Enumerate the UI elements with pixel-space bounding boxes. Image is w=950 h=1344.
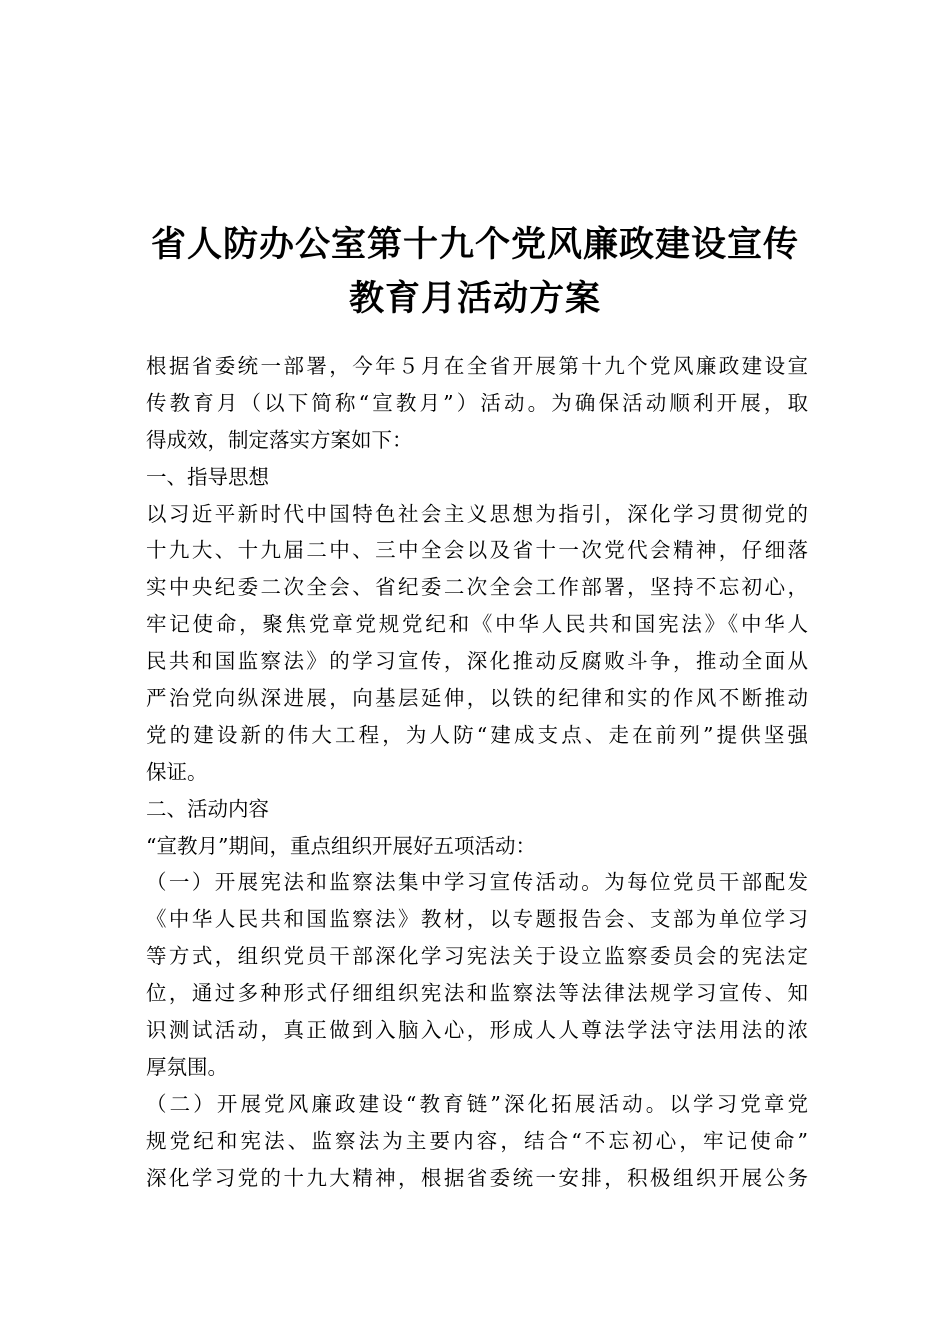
section-heading: 一、指导思想 [146,464,269,489]
body-line: 等方式，组织党员干部深化学习宪法关于设立监察委员会的宪法定 [146,944,808,969]
body-line: 十九大、十九届二中、三中全会以及省十一次党代会精神，仔细落 [146,538,808,563]
body-line: 《中华人民共和国监察法》教材，以专题报告会、支部为单位学习 [146,907,808,932]
body-line: 位，通过多种形式仔细组织宪法和监察法等法律法规学习宣传、知 [146,981,808,1006]
body-line: 牢记使命，聚焦党章党规党纪和《中华人民共和国宪法》《中华人 [146,612,808,637]
body-line: 严治党向纵深进展，向基层延伸，以铁的纪律和实的作风不断推动 [146,686,808,711]
body-line: 民共和国监察法》的学习宣传，深化推动反腐败斗争，推动全面从 [146,649,808,674]
body-line: 实中央纪委二次全会、省纪委二次全会工作部署，坚持不忘初心， [146,575,808,600]
body-line: “宣教月”期间，重点组织开展好五项活动： [146,833,536,858]
body-line: 识测试活动，真正做到入脑入心，形成人人尊法学法守法用法的浓 [146,1018,808,1043]
document-title [0,218,950,326]
body-line: 传教育月（以下简称“宣教月”）活动。为确保活动顺利开展，取 [146,390,808,415]
body-line: 党的建设新的伟大工程，为人防“建成支点、走在前列”提供坚强 [146,722,808,747]
document-body [146,348,808,1196]
body-line: 根据省委统一部署，今年５月在全省开展第十九个党风廉政建设宣 [146,354,808,378]
body-line: 深化学习党的十九大精神，根据省委统一安排，积极组织开展公务 [146,1165,808,1190]
body-line: 保证。 [146,759,208,784]
body-line: 规党纪和宪法、监察法为主要内容，结合“不忘初心，牢记使命” [146,1128,808,1153]
section-heading: 二、活动内容 [146,796,269,821]
title-line-2: 教育月活动方案 [348,279,601,319]
body-line: （二）开展党风廉政建设“教育链”深化拓展活动。以学习党章党 [146,1091,808,1116]
body-line: 得成效，制定落实方案如下： [146,427,413,452]
body-line: 厚氛围。 [146,1054,228,1079]
body-line: 以习近平新时代中国特色社会主义思想为指引，深化学习贯彻党的 [146,501,808,526]
body-line: （一）开展宪法和监察法集中学习宣传活动。为每位党员干部配发 [146,870,808,895]
title-line-1: 省人防办公室第十九个党风廉政建设宣传 [150,225,799,265]
